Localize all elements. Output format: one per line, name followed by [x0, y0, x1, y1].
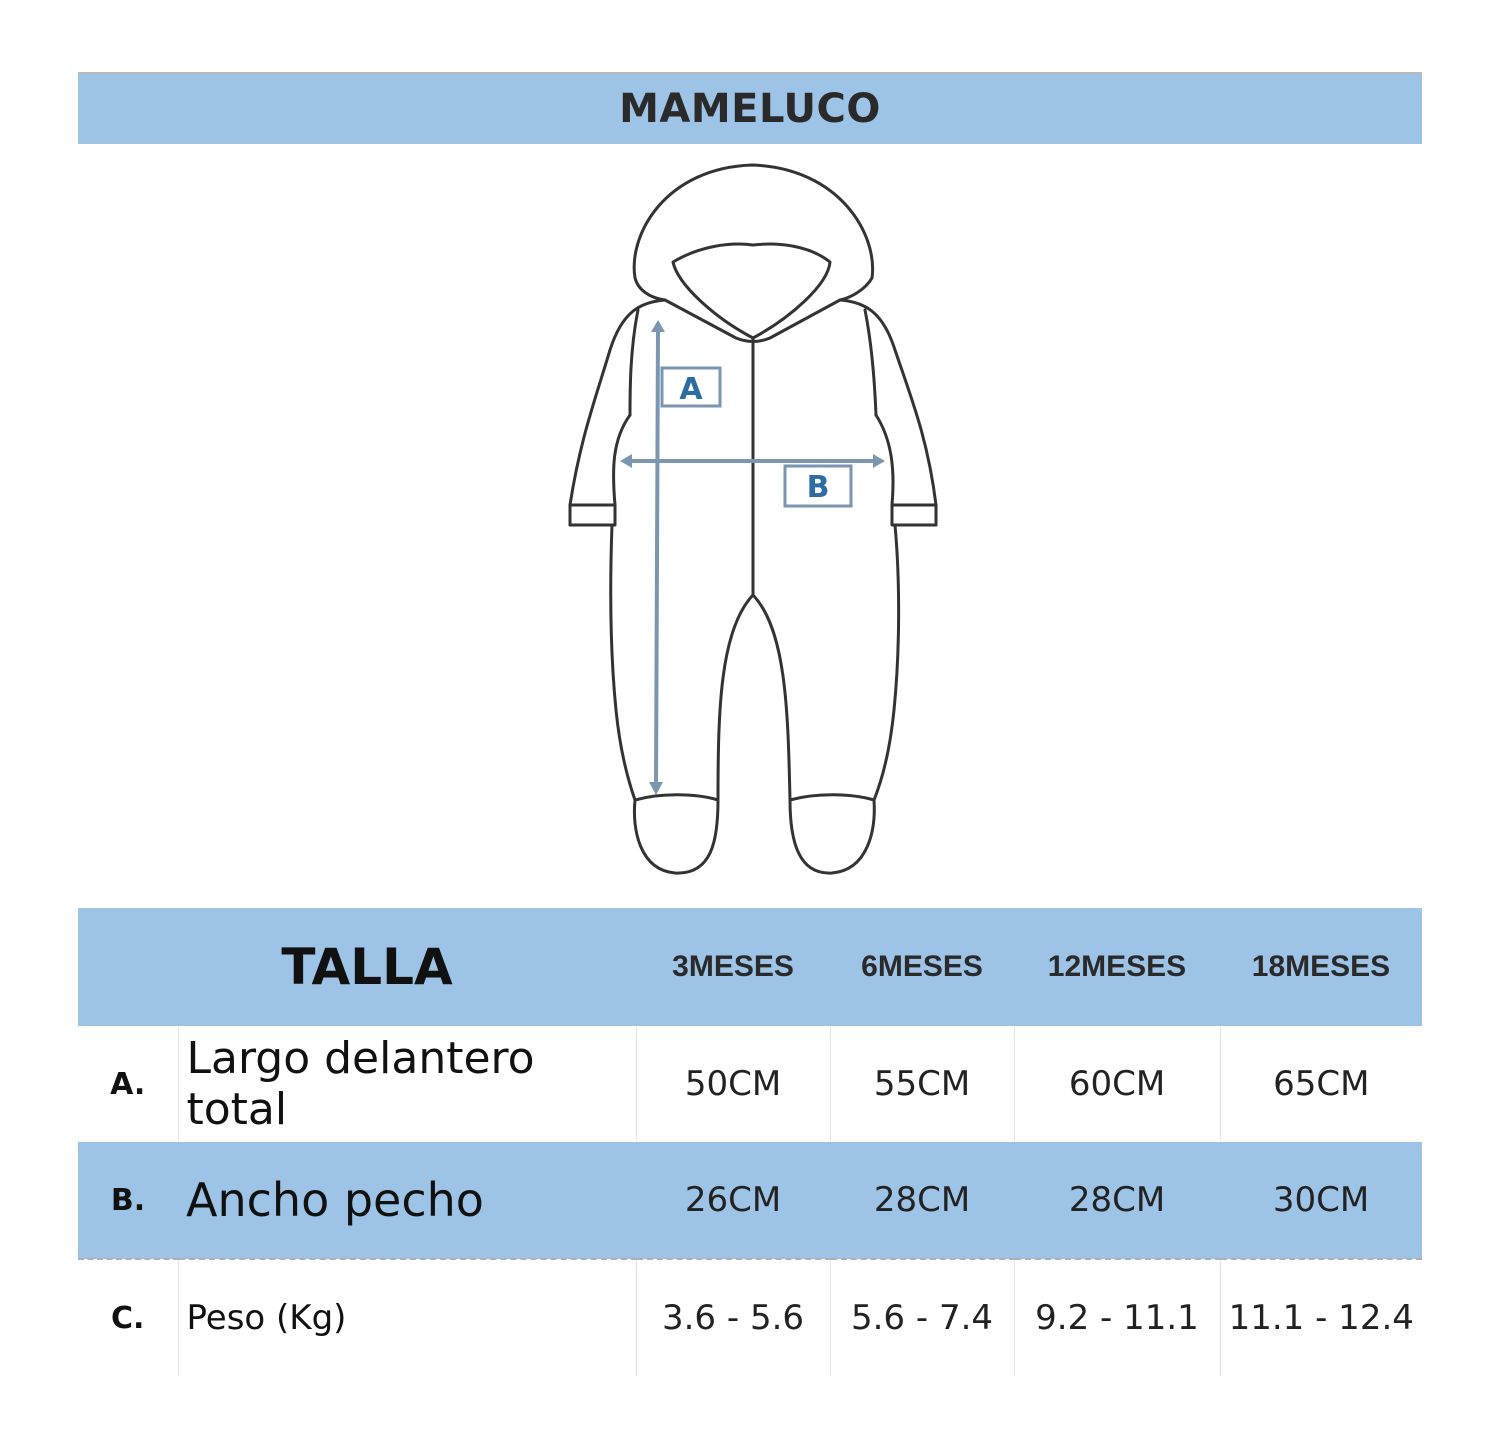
- table-row: [78, 1026, 1422, 1142]
- label-a: A: [679, 372, 703, 407]
- header-size-cell: [636, 908, 830, 1026]
- row-value: 3.6 - 5.6: [636, 1259, 830, 1376]
- header-size-cell: [830, 908, 1014, 1026]
- row-value: 9.2 - 11.1: [1014, 1259, 1220, 1376]
- table-row: [78, 1259, 1422, 1376]
- row-value: 60CM: [1014, 1026, 1220, 1142]
- row-label: Peso (Kg): [178, 1259, 636, 1376]
- row-letter: C.: [111, 1300, 145, 1336]
- size-column-header: 18MESES: [1251, 950, 1391, 983]
- title-bar: [78, 72, 1422, 144]
- row-value: 28CM: [1014, 1142, 1220, 1259]
- size-table: [78, 908, 1422, 1376]
- header-size-cell: [1014, 908, 1220, 1026]
- size-header-label: TALLA: [281, 938, 453, 996]
- row-value: 55CM: [830, 1026, 1014, 1142]
- row-label: Ancho pecho: [178, 1142, 636, 1259]
- table-header-row: [78, 908, 1422, 1026]
- size-column-header: 3MESES: [672, 950, 794, 983]
- row-letter: A.: [110, 1066, 146, 1102]
- page-title: MAMELUCO: [619, 86, 881, 132]
- table-row: [78, 1142, 1422, 1259]
- row-letter-cell: [78, 1026, 178, 1142]
- label-b: B: [806, 470, 830, 505]
- row-value: 28CM: [830, 1142, 1014, 1259]
- romper-illustration: [540, 150, 960, 890]
- row-label: Largo delantero total: [178, 1026, 636, 1142]
- size-column-header: 12MESES: [1047, 950, 1187, 983]
- romper-outline-icon: [540, 150, 960, 890]
- header-size-cell: [1220, 908, 1422, 1026]
- row-value: 50CM: [636, 1026, 830, 1142]
- row-letter-cell: [78, 1259, 178, 1376]
- row-value: 11.1 - 12.4: [1220, 1259, 1422, 1376]
- row-letter-cell: [78, 1142, 178, 1259]
- row-letter: B.: [110, 1182, 146, 1218]
- row-value: 26CM: [636, 1142, 830, 1259]
- size-column-header: 6MESES: [861, 950, 983, 983]
- row-value: 65CM: [1220, 1026, 1422, 1142]
- row-value: 5.6 - 7.4: [830, 1259, 1014, 1376]
- row-value: 30CM: [1220, 1142, 1422, 1259]
- header-label-cell: [78, 908, 636, 1026]
